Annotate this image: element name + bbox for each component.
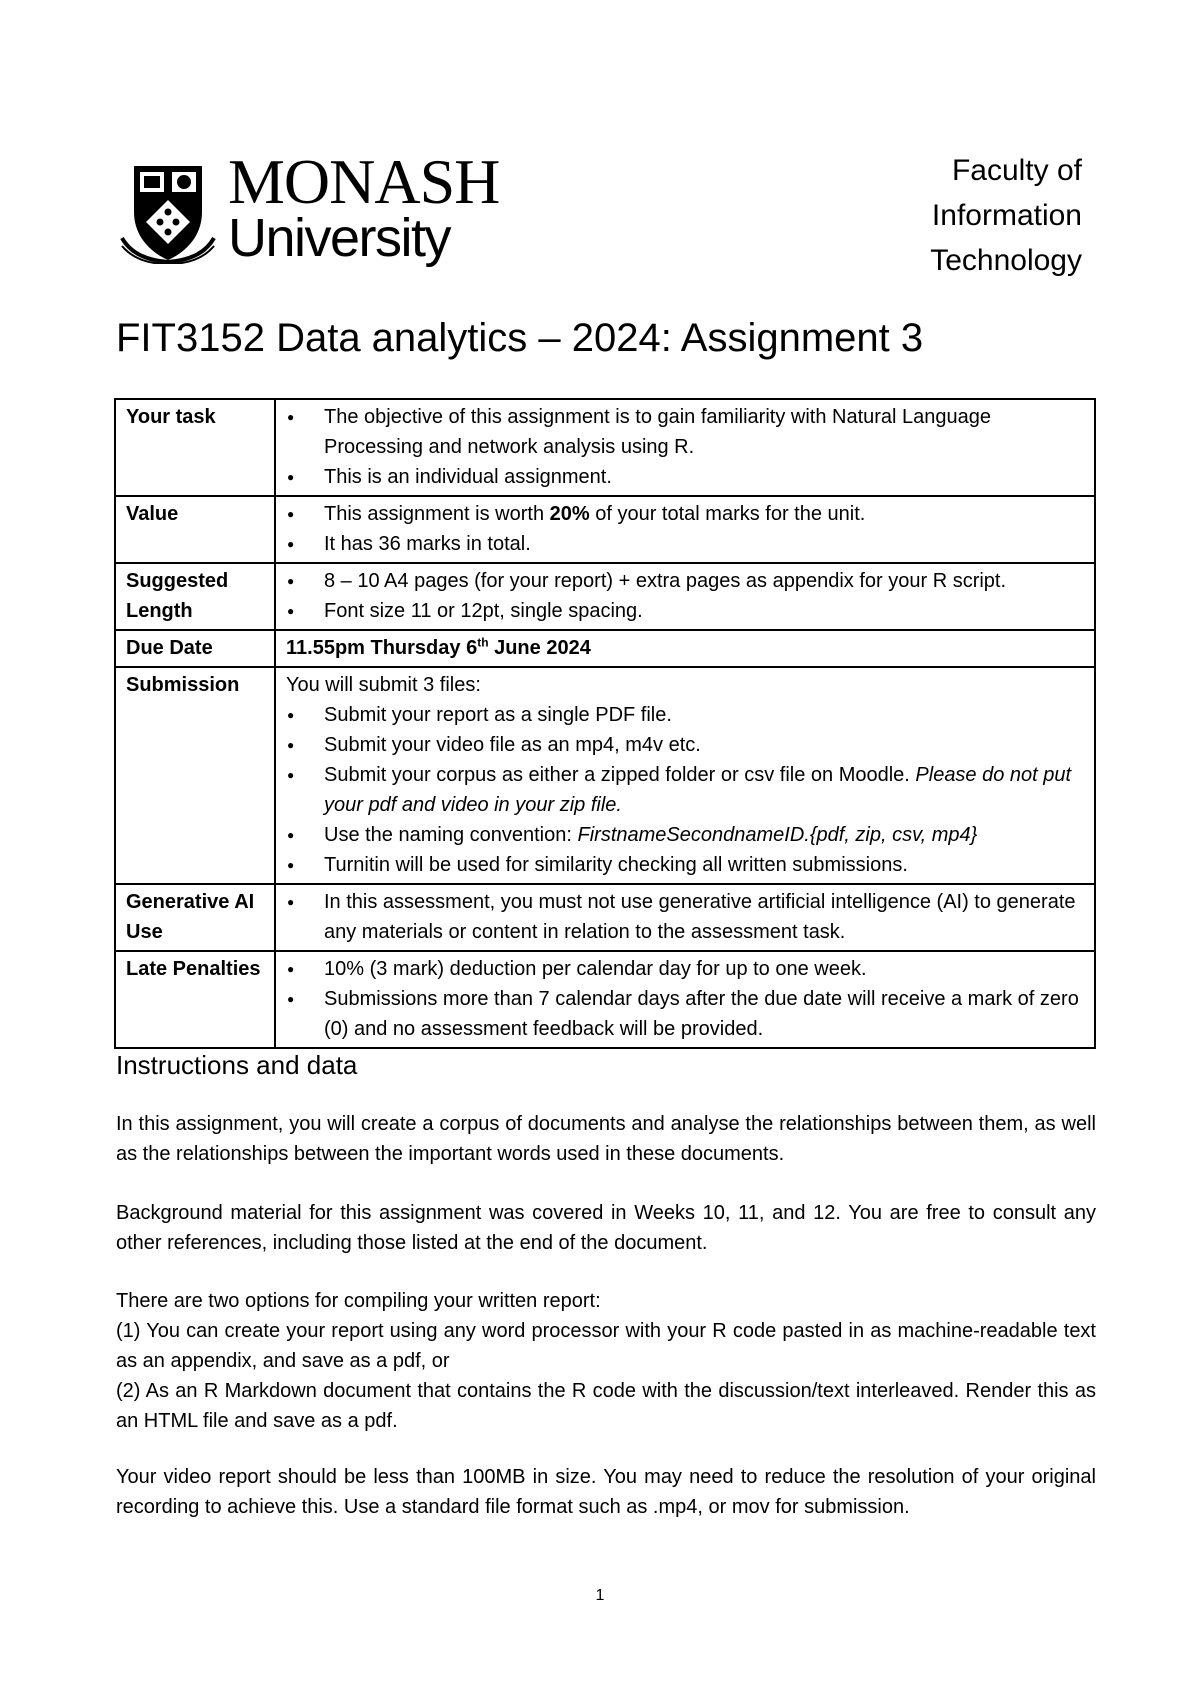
page-number: 1 (595, 1587, 605, 1604)
row-label: Suggested Length (115, 563, 275, 630)
table-row-length (115, 563, 1095, 630)
row-content (275, 951, 1095, 1048)
list-item: ● It has 36 marks in total. (324, 529, 1086, 559)
row-content: You will submit 3 files: ● Submit your report as a single PDF file. ● Submit your video file as an mp4, m4v etc. ● Submit your corpus as either a zipped folder or csv file on Moodle. Please do not put your pdf and video in your zip file. ● Use the naming convention: FirstnameSecondnameID.{pdf, zip, csv, mp4} ● Turnitin will be used for similarity checking all written submissions. (275, 667, 1095, 884)
logo-wordmark-university: University (228, 208, 451, 268)
row-content (275, 884, 1095, 951)
list-item: ● Submissions more than 7 calendar days after the due date will receive a mark of zero (0) and no assessment feedback will be provided. (324, 984, 1086, 1044)
monash-logo (120, 146, 500, 270)
paragraph-report-options: There are two options for compiling your written report: (1) You can create your report using any word processor with your R code pasted in as machine-readable text as an appendix, and save as a pdf, or (2) As an R Markdown document that contains the R code with the discussion/text interleaved. Render this as an HTML file and save as a pdf. (116, 1290, 1096, 1432)
table-row-task (115, 399, 1095, 496)
paragraph-intro: In this assignment, you will create a corpus of documents and analyse the relationships between them, as well as the relationships between the important words used in these documents. (116, 1113, 1096, 1165)
table-row-value (115, 496, 1095, 563)
paragraph-video: Your video report should be less than 100MB in size. You may need to reduce the resolution of your original recording to achieve this. Use a standard file format such as .mp4, or mov for submission. (116, 1466, 1096, 1518)
row-content (275, 496, 1095, 563)
due-date-value: 11.55pm Thursday 6th June 2024 (286, 635, 591, 659)
document-title: FIT3152 Data analytics – 2024: Assignment 3 (116, 316, 924, 360)
list-item: ● 8 – 10 A4 pages (for your report) + extra pages as appendix for your R script. (324, 566, 1086, 596)
table-row-submission (115, 667, 1095, 884)
section-heading: Instructions and data (116, 1050, 358, 1080)
monash-crest-icon (120, 160, 216, 264)
row-label: Generative AI Use (115, 884, 275, 951)
row-label: Submission (115, 667, 275, 884)
list-item: ● In this assessment, you must not use generative artificial intelligence (AI) to generate any materials or content in relation to the assessment task. (324, 887, 1086, 947)
list-item: ● Submit your video file as an mp4, m4v etc. (324, 730, 1086, 760)
table-row-due-date (115, 630, 1095, 667)
table-row-ai-use (115, 884, 1095, 951)
faculty-name: Faculty of Information Technology (930, 154, 1082, 277)
row-label: Your task (115, 399, 275, 496)
list-item: ● Turnitin will be used for similarity checking all written submissions. (324, 850, 1086, 880)
list-item: ● 10% (3 mark) deduction per calendar day for up to one week. (324, 954, 1086, 984)
list-item: ● Font size 11 or 12pt, single spacing. (324, 596, 1086, 626)
list-item: ● The objective of this assignment is to gain familiarity with Natural Language Processing and network analysis using R. (324, 402, 1086, 462)
table-row-late-penalties (115, 951, 1095, 1048)
row-label: Late Penalties (115, 951, 275, 1048)
logo-wordmark-monash: MONASH (228, 146, 500, 217)
list-item: ● Use the naming convention: FirstnameSecondnameID.{pdf, zip, csv, mp4} (324, 820, 1086, 850)
row-content (275, 563, 1095, 630)
row-content (275, 630, 1095, 667)
list-item: ● This is an individual assignment. (324, 462, 1086, 492)
list-item: ● Submit your corpus as either a zipped folder or csv file on Moodle. Please do not put your pdf and video in your zip file. (324, 760, 1086, 820)
list-item: ● Submit your report as a single PDF file. (324, 700, 1086, 730)
row-label: Due Date (115, 630, 275, 667)
row-label: Value (115, 496, 275, 563)
row-content (275, 399, 1095, 496)
paragraph-background: Background material for this assignment was covered in Weeks 10, 11, and 12. You are free to consult any other references, including those listed at the end of the document. (116, 1202, 1096, 1254)
assignment-info-table (114, 398, 1096, 1049)
list-item: ● This assignment is worth 20% of your total marks for the unit. (324, 499, 1086, 529)
